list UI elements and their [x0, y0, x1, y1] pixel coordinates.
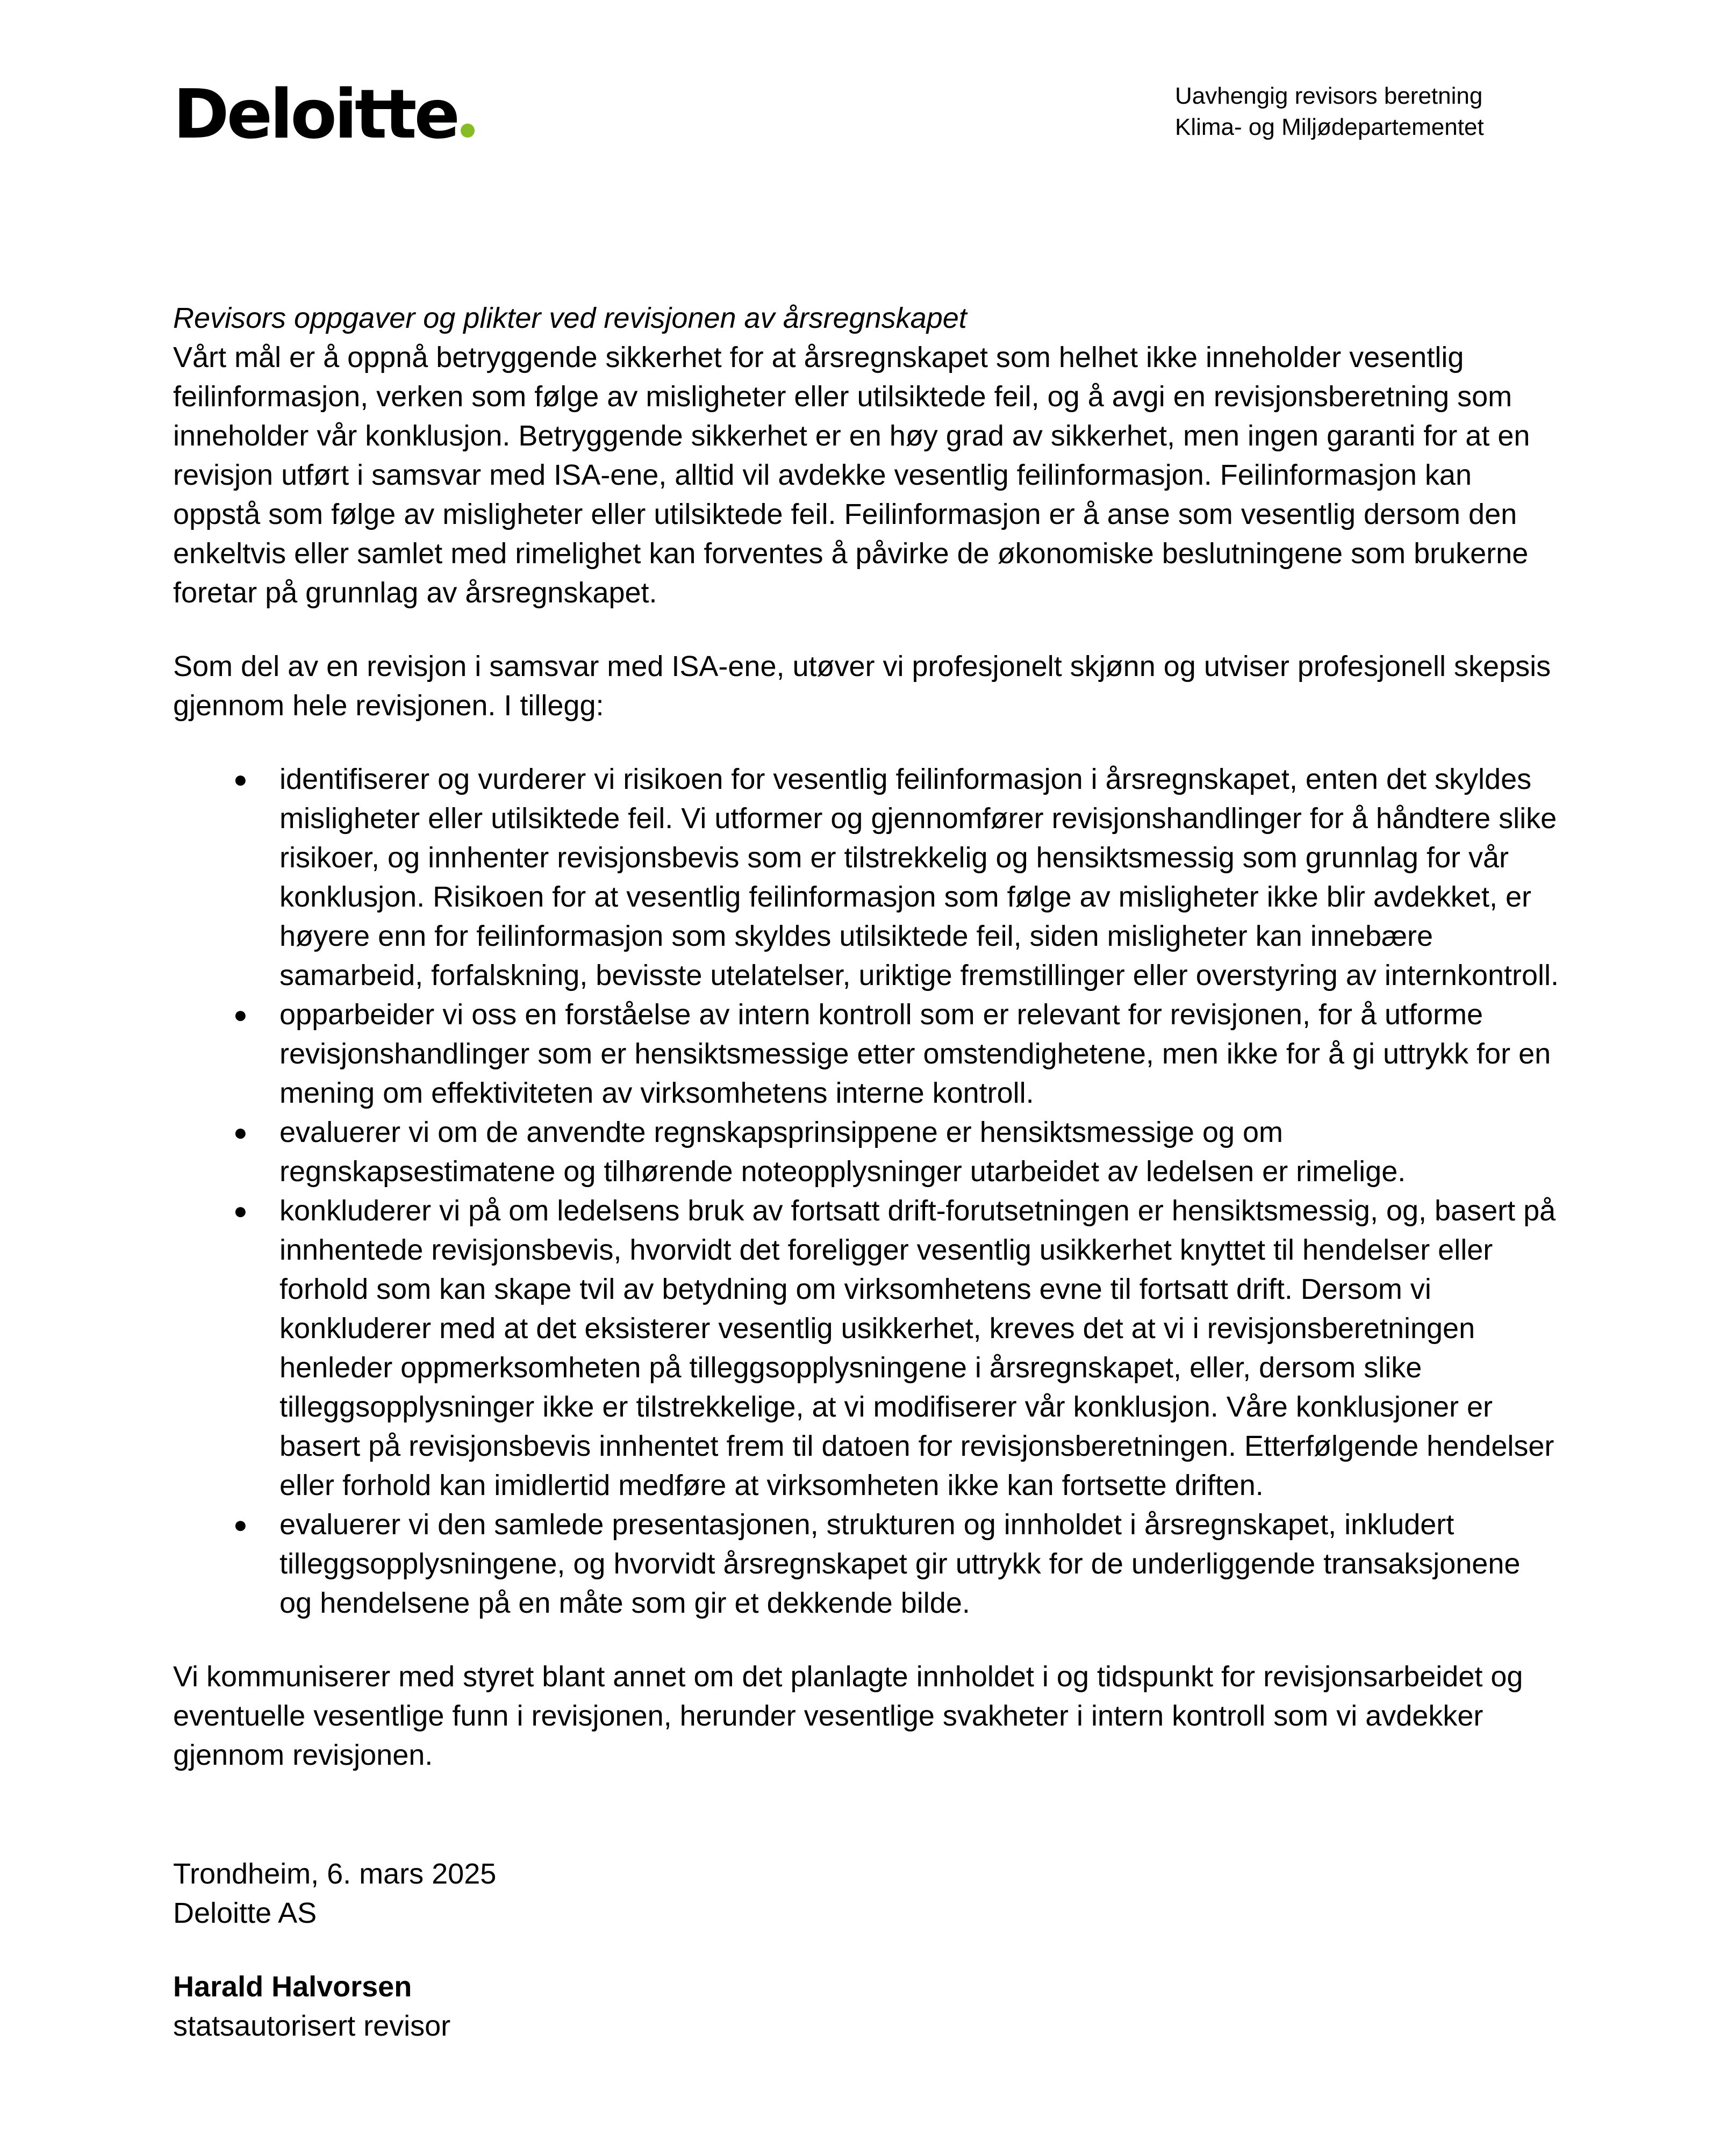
deloitte-logo [173, 75, 475, 154]
firm-name: Deloitte AS [173, 1897, 317, 1929]
bullet-icon: ● [233, 766, 248, 793]
list-item-text: konkluderer vi på om ledelsens bruk av fortsatt drift-forutsetningen er hensiktsmessig, og, basert på innhentede revisjonsbevis, hvorvidt det foreligger vesentlig usikkerhet knyttet til hendelser eller forhold som kan skape tvil av betydning om virksomhetens evne til fortsatt drift. Dersom vi konkluderer med at det eksisterer vesentlig usikkerhet, kreves det at vi i revisjonsberetningen henleder oppmerksomheten på tilleggsopplysningene i årsregnskapet, eller, dersom slike tilleggsopplysninger ikke er tilstrekkelige, at vi modifiserer vår konklusjon. Våre konklusjoner er basert på revisjonsbevis innhentet frem til datoen for revisjonsberetningen. Etterfølgende hendelser eller forhold kan imidlertid medføre at virksomheten ikke kan fortsette driften. [280, 1195, 1556, 1501]
list-item [173, 995, 1560, 1113]
section-heading: Revisors oppgaver og plikter ved revisjonen av årsregnskapet [173, 302, 967, 334]
report-title: Uavhengig revisors beretning [1175, 83, 1483, 109]
bullet-icon: ● [233, 1198, 248, 1224]
auditor-duties-list [173, 760, 1560, 1623]
paragraph-isa: Som del av en revisjon i samsvar med ISA-ene, utøver vi profesjonelt skjønn og utviser profesjonell skepsis gjennom hele revisjonen. I tillegg: [173, 650, 1551, 722]
list-item [173, 1505, 1560, 1623]
bullet-icon: ● [233, 1002, 248, 1028]
signature-block [173, 1855, 1560, 1933]
list-item-text: identifiserer og vurderer vi risikoen for vesentlig feilinformasjon i årsregnskapet, enten det skyldes misligheter eller utilsiktede feil. Vi utformer og gjennomfører revisjonshandlinger for å håndtere slike risikoer, og innhenter revisjonsbevis som er tilstrekkelig og hensiktsmessig som grunnlag for vår konklusjon. Risikoen for at vesentlig feilinformasjon som følge av misligheter ikke blir avdekket, er høyere enn for feilinformasjon som skyldes utilsiktede feil, siden misligheter kan innebære samarbeid, forfalskning, bevisste utelatelser, uriktige fremstillinger eller overstyring av internkontroll. [280, 763, 1559, 991]
list-item [173, 760, 1560, 995]
report-body [173, 299, 1560, 2046]
place-date: Trondheim, 6. mars 2025 [173, 1858, 497, 1890]
logo-text: Deloitte [173, 75, 457, 154]
bullet-icon: ● [233, 1512, 248, 1538]
bullet-icon: ● [233, 1119, 248, 1146]
paragraph-objective: Vårt mål er å oppnå betryggende sikkerhet for at årsregnskapet som helhet ikke inneholder vesentlig feilinformasjon, verken som følge av misligheter eller utilsiktede feil, og å avgi en revisjonsberetning som inneholder vår konklusjon. Betryggende sikkerhet er en høy grad av sikkerhet, men ingen garanti for at en revisjon utført i samsvar med ISA-ene, alltid vil avdekke vesentlig feilinformasjon. Feilinformasjon kan oppstå som følge av misligheter eller utilsiktede feil. Feilinformasjon er å anse som vesentlig dersom den enkeltvis eller samlet med rimelighet kan forventes å påvirke de økonomiske beslutningene som brukerne foretar på grunnlag av årsregnskapet. [173, 341, 1530, 609]
list-item-text: evaluerer vi den samlede presentasjonen, strukturen og innholdet i årsregnskapet, inkludert tilleggsopplysningene, og hvorvidt årsregnskapet gir uttrykk for de underliggende transaksjonene og hendelsene på en måte som gir et dekkende bilde. [280, 1508, 1521, 1619]
list-item-text: opparbeider vi oss en forståelse av intern kontroll som er relevant for revisjonen, for å utforme revisjonshandlinger som er hensiktsmessige etter omstendighetene, men ikke for å gi uttrykk for en mening om effektiviteten av virksomhetens interne kontroll. [280, 998, 1551, 1109]
list-item [173, 1191, 1560, 1505]
report-recipient: Klima- og Miljødepartementet [1175, 114, 1484, 140]
list-item-text: evaluerer vi om de anvendte regnskapsprinsippene er hensiktsmessige og om regnskapsestimatene og tilhørende noteopplysninger utarbeidet av ledelsen er rimelige. [280, 1116, 1406, 1188]
paragraph-communication: Vi kommuniserer med styret blant annet om det planlagte innholdet i og tidspunkt for revisjonsarbeidet og eventuelle vesentlige funn i revisjonen, herunder vesentlige svakheter i intern kontroll som vi avdekker gjennom revisjonen. [173, 1661, 1523, 1771]
logo-dot [461, 124, 475, 138]
document-header [1175, 81, 1484, 143]
signer-name: Harald Halvorsen [173, 1971, 412, 2003]
signer-title: statsautorisert revisor [173, 2010, 451, 2042]
list-item [173, 1113, 1560, 1191]
